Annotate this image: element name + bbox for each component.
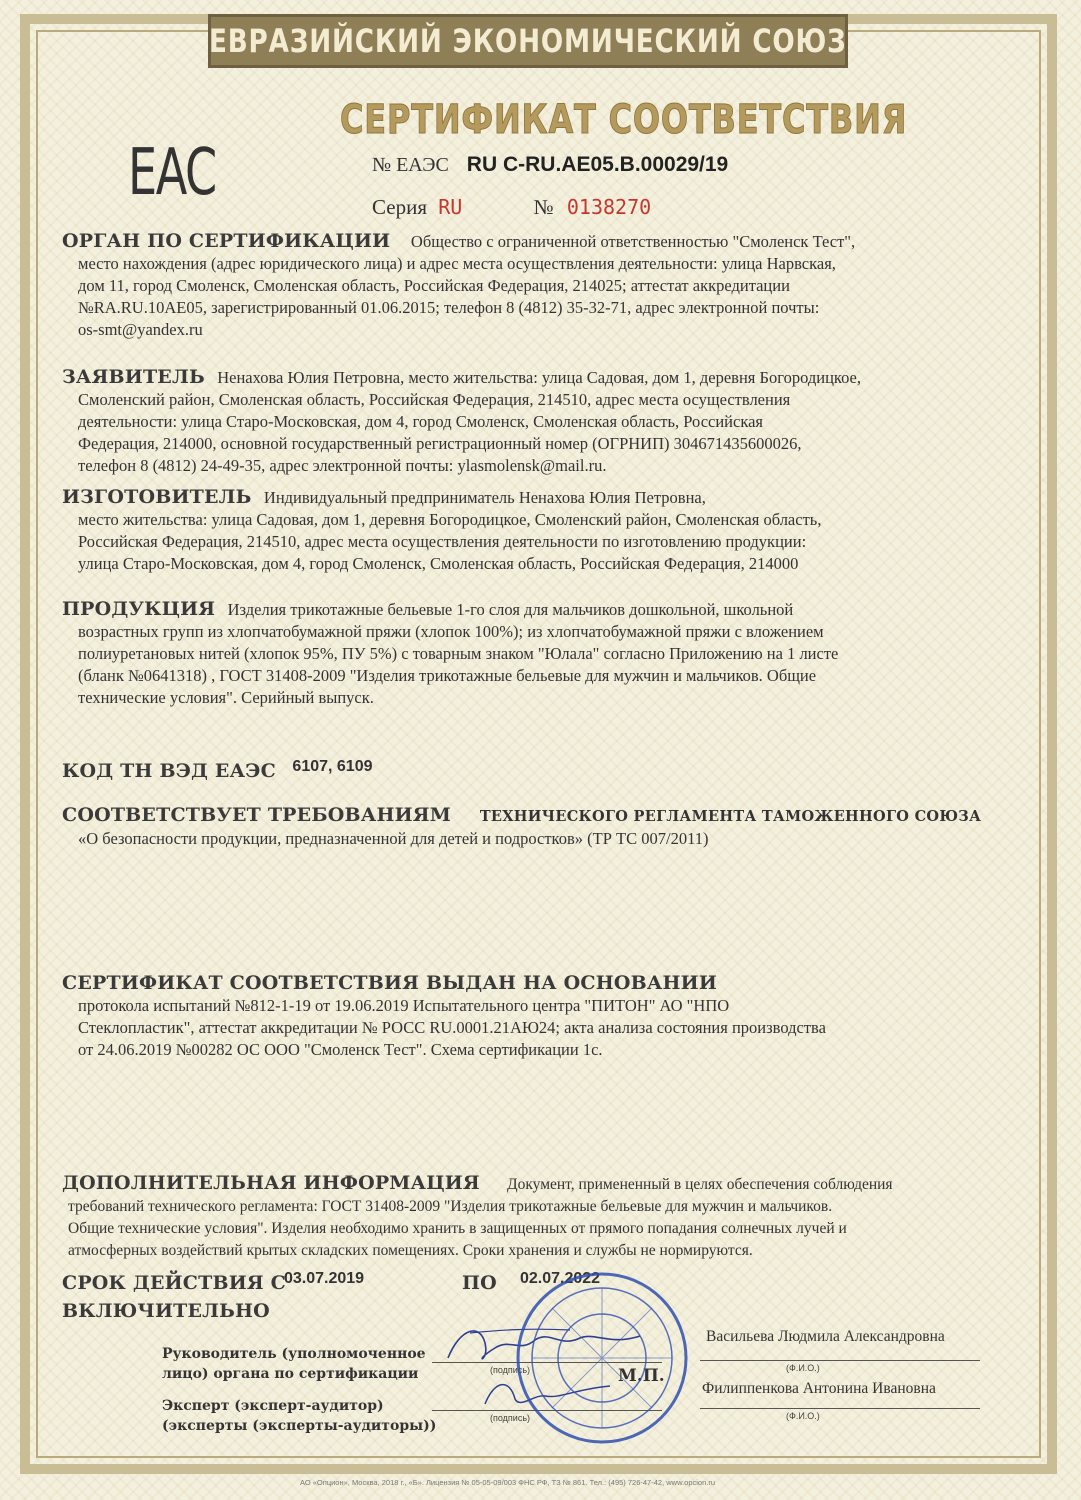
- applicant-line-4: Федерация, 214000, основной государственный регистрационный номер (ОГРНИП) 304671435600026,: [78, 434, 802, 453]
- applicant-line-5: телефон 8 (4812) 24-49-35, адрес электронной почты: ylasmolensk@mail.ru.: [78, 456, 607, 475]
- applicant-heading: ЗАЯВИТЕЛЬ: [62, 366, 205, 388]
- validity-from-date: 03.07.2019: [284, 1270, 365, 1287]
- applicant-section: [62, 366, 1002, 477]
- product-line-5: технические условия". Серийный выпуск.: [78, 688, 374, 707]
- series-value: RU: [438, 195, 463, 219]
- expert-label-line-2: (эксперты (эксперты-аудиторы)): [162, 1418, 437, 1434]
- conforms-line-1: «О безопасности продукции, предназначенной для детей и подростков» (ТР ТС 007/2011): [78, 829, 709, 848]
- validity-section: [62, 1272, 286, 1295]
- technical-regulation: ТЕХНИЧЕСКОГО РЕГЛАМЕНТА ТАМОЖЕННОГО СОЮЗА: [479, 808, 982, 825]
- organ-section: [62, 230, 1002, 341]
- manufacturer-section: [62, 486, 1002, 575]
- organ-line-1: Общество с ограниченной ответственностью "Смоленск Тест",: [410, 232, 856, 251]
- expert-name: Филиппенкова Антонина Ивановна: [702, 1380, 936, 1397]
- head-name-line: [700, 1360, 980, 1361]
- basis-line-2: Стеклопластик", аттестат аккредитации № РОСС RU.0001.21АЮ24; акта анализа состояния производства: [78, 1018, 826, 1037]
- manufacturer-line-2: место жительства: улица Садовая, дом 1, деревня Богородицкое, Смоленский район, Смоленская область,: [78, 510, 822, 529]
- product-line-2: возрастных групп из хлопчатобумажной пряжи (хлопок 100%); из хлопчатобумажной пряжи с вложением: [78, 622, 824, 641]
- code-section: [62, 760, 373, 784]
- manufacturer-line-4: улица Старо-Московская, дом 4, город Смоленск, Смоленская область, Российская Федерация, 214000: [78, 554, 799, 573]
- union-title-band: [208, 14, 848, 68]
- additional-line-3: Общие технические условия". Изделия необходимо хранить в защищенных от прямого попадания солнечных лучей и: [68, 1220, 847, 1237]
- validity-from-heading: СРОК ДЕЙСТВИЯ С: [62, 1272, 286, 1294]
- applicant-line-1: Ненахова Юлия Петровна, место жительства: улица Садовая, дом 1, деревня Богородицкое,: [217, 368, 861, 387]
- head-name-caption: (Ф.И.О.): [786, 1363, 820, 1373]
- head-signer-label: [162, 1344, 426, 1384]
- applicant-line-2: Смоленский район, Смоленская область, Российская Федерация, 214510, адрес места осуществления: [78, 390, 791, 409]
- additional-line-4: атмосферных воздействий крытых складских помещениях. Сроки хранения и службы не нормируются.: [68, 1242, 753, 1259]
- validity-to-wrapper: [462, 1272, 497, 1295]
- product-line-3: полиуретановых нитей (хлопок 95%, ПУ 5%) с товарным знаком "Юлала" согласно Приложению на 1 листе: [78, 644, 839, 663]
- series-line: [372, 195, 651, 220]
- number-label: № ЕАЭС: [372, 154, 449, 176]
- form-number-label: №: [533, 195, 554, 219]
- conforms-heading: СООТВЕТСТВУЕТ ТРЕБОВАНИЯМ: [62, 804, 451, 826]
- expert-label: [162, 1396, 436, 1436]
- organ-line-5: os-smt@yandex.ru: [78, 320, 203, 339]
- additional-heading: ДОПОЛНИТЕЛЬНАЯ ИНФОРМАЦИЯ: [62, 1172, 480, 1194]
- validity-to-date: 02.07.2022: [520, 1270, 601, 1287]
- union-title: ЕВРАЗИЙСКИЙ ЭКОНОМИЧЕСКИЙ СОЮЗ: [209, 22, 847, 60]
- additional-section: [62, 1172, 1022, 1262]
- conforms-section: [62, 804, 1002, 850]
- validity-inclusive-wrapper: [62, 1300, 270, 1323]
- organ-line-3: дом 11, город Смоленск, Смоленская область, Российская Федерация, 214025; аттестат аккредитации: [78, 276, 790, 295]
- manufacturer-heading: ИЗГОТОВИТЕЛЬ: [62, 486, 252, 508]
- document-title: СЕРТИФИКАТ СООТВЕТСТВИЯ: [340, 97, 908, 143]
- basis-line-1: протокола испытаний №812-1-19 от 19.06.2019 Испытательного центра "ПИТОН" АО "НПО: [78, 996, 730, 1015]
- applicant-line-3: деятельности: улица Старо-Московская, дом 4, город Смоленск, Смоленская область, Российская: [78, 412, 764, 431]
- code-value: 6107, 6109: [292, 758, 373, 775]
- organ-line-2: место нахождения (адрес юридического лица) и адрес места осуществления деятельности: улица Нарвская,: [78, 254, 836, 273]
- certificate-number: [372, 153, 728, 177]
- certification-body-seal: [512, 1268, 692, 1448]
- head-signature-caption: (подпись): [490, 1365, 531, 1375]
- product-line-4: (бланк №0641318) , ГОСТ 31408-2009 "Изделия трикотажные бельевые для мужчин и мальчиков. Общие: [78, 666, 817, 685]
- validity-inclusive-heading: ВКЛЮЧИТЕЛЬНО: [62, 1300, 270, 1322]
- seal-place-label: М.П.: [618, 1366, 665, 1386]
- additional-line-2: требований технического регламента: ГОСТ 31408-2009 "Изделия трикотажные бельевые для мужчин и мальчиков.: [68, 1198, 833, 1215]
- validity-to-heading: ПО: [462, 1272, 497, 1294]
- basis-line-3: от 24.06.2019 №00282 ОС ООО "Смоленск Тест". Схема сертификации 1с.: [78, 1040, 603, 1059]
- organ-line-4: №RA.RU.10AE05, зарегистрированный 01.06.2015; телефон 8 (4812) 35-32-71, адрес электронной почты:: [78, 298, 820, 317]
- product-line-1: Изделия трикотажные бельевые 1-го слоя для мальчиков дошкольной, школьной: [227, 600, 794, 619]
- basis-section: [62, 972, 1002, 1061]
- expert-signature-caption: (подпись): [490, 1413, 531, 1423]
- code-heading: КОД ТН ВЭД ЕАЭС: [62, 760, 276, 782]
- product-section: [62, 598, 1002, 709]
- printer-info: АО «Опцион», Москва, 2018 г., «Б». Лицензия № 05-05-09/003 ФНС РФ, ТЗ № 861. Тел.: (495) 726-47-42, www.opcion.ru: [300, 1478, 716, 1487]
- product-heading: ПРОДУКЦИЯ: [62, 598, 216, 620]
- eac-logo: [118, 128, 226, 218]
- head-signer-name: Васильева Людмила Александровна: [706, 1328, 945, 1345]
- series-label: Серия: [372, 195, 427, 219]
- form-number-value: 0138270: [566, 195, 652, 219]
- eac-logo-text: EAC: [128, 136, 216, 210]
- number-value: RU C-RU.AE05.B.00029/19: [466, 153, 729, 176]
- head-label-line-2: лицо) органа по сертификации: [162, 1366, 419, 1382]
- manufacturer-line-1: Индивидуальный предприниматель Ненахова Юлия Петровна,: [263, 488, 706, 507]
- expert-name-caption: (Ф.И.О.): [786, 1411, 820, 1421]
- basis-heading: СЕРТИФИКАТ СООТВЕТСТВИЯ ВЫДАН НА ОСНОВАНИИ: [62, 972, 717, 994]
- head-label-line-1: Руководитель (уполномоченное: [162, 1346, 426, 1362]
- expert-name-line: [700, 1408, 980, 1409]
- expert-label-line-1: Эксперт (эксперт-аудитор): [162, 1398, 384, 1414]
- manufacturer-line-3: Российская Федерация, 214510, адрес места осуществления деятельности по изготовлению продукции:: [78, 532, 807, 551]
- additional-line-1: Документ, примененный в целях обеспечения соблюдения: [507, 1176, 893, 1193]
- organ-heading: ОРГАН ПО СЕРТИФИКАЦИИ: [62, 230, 391, 252]
